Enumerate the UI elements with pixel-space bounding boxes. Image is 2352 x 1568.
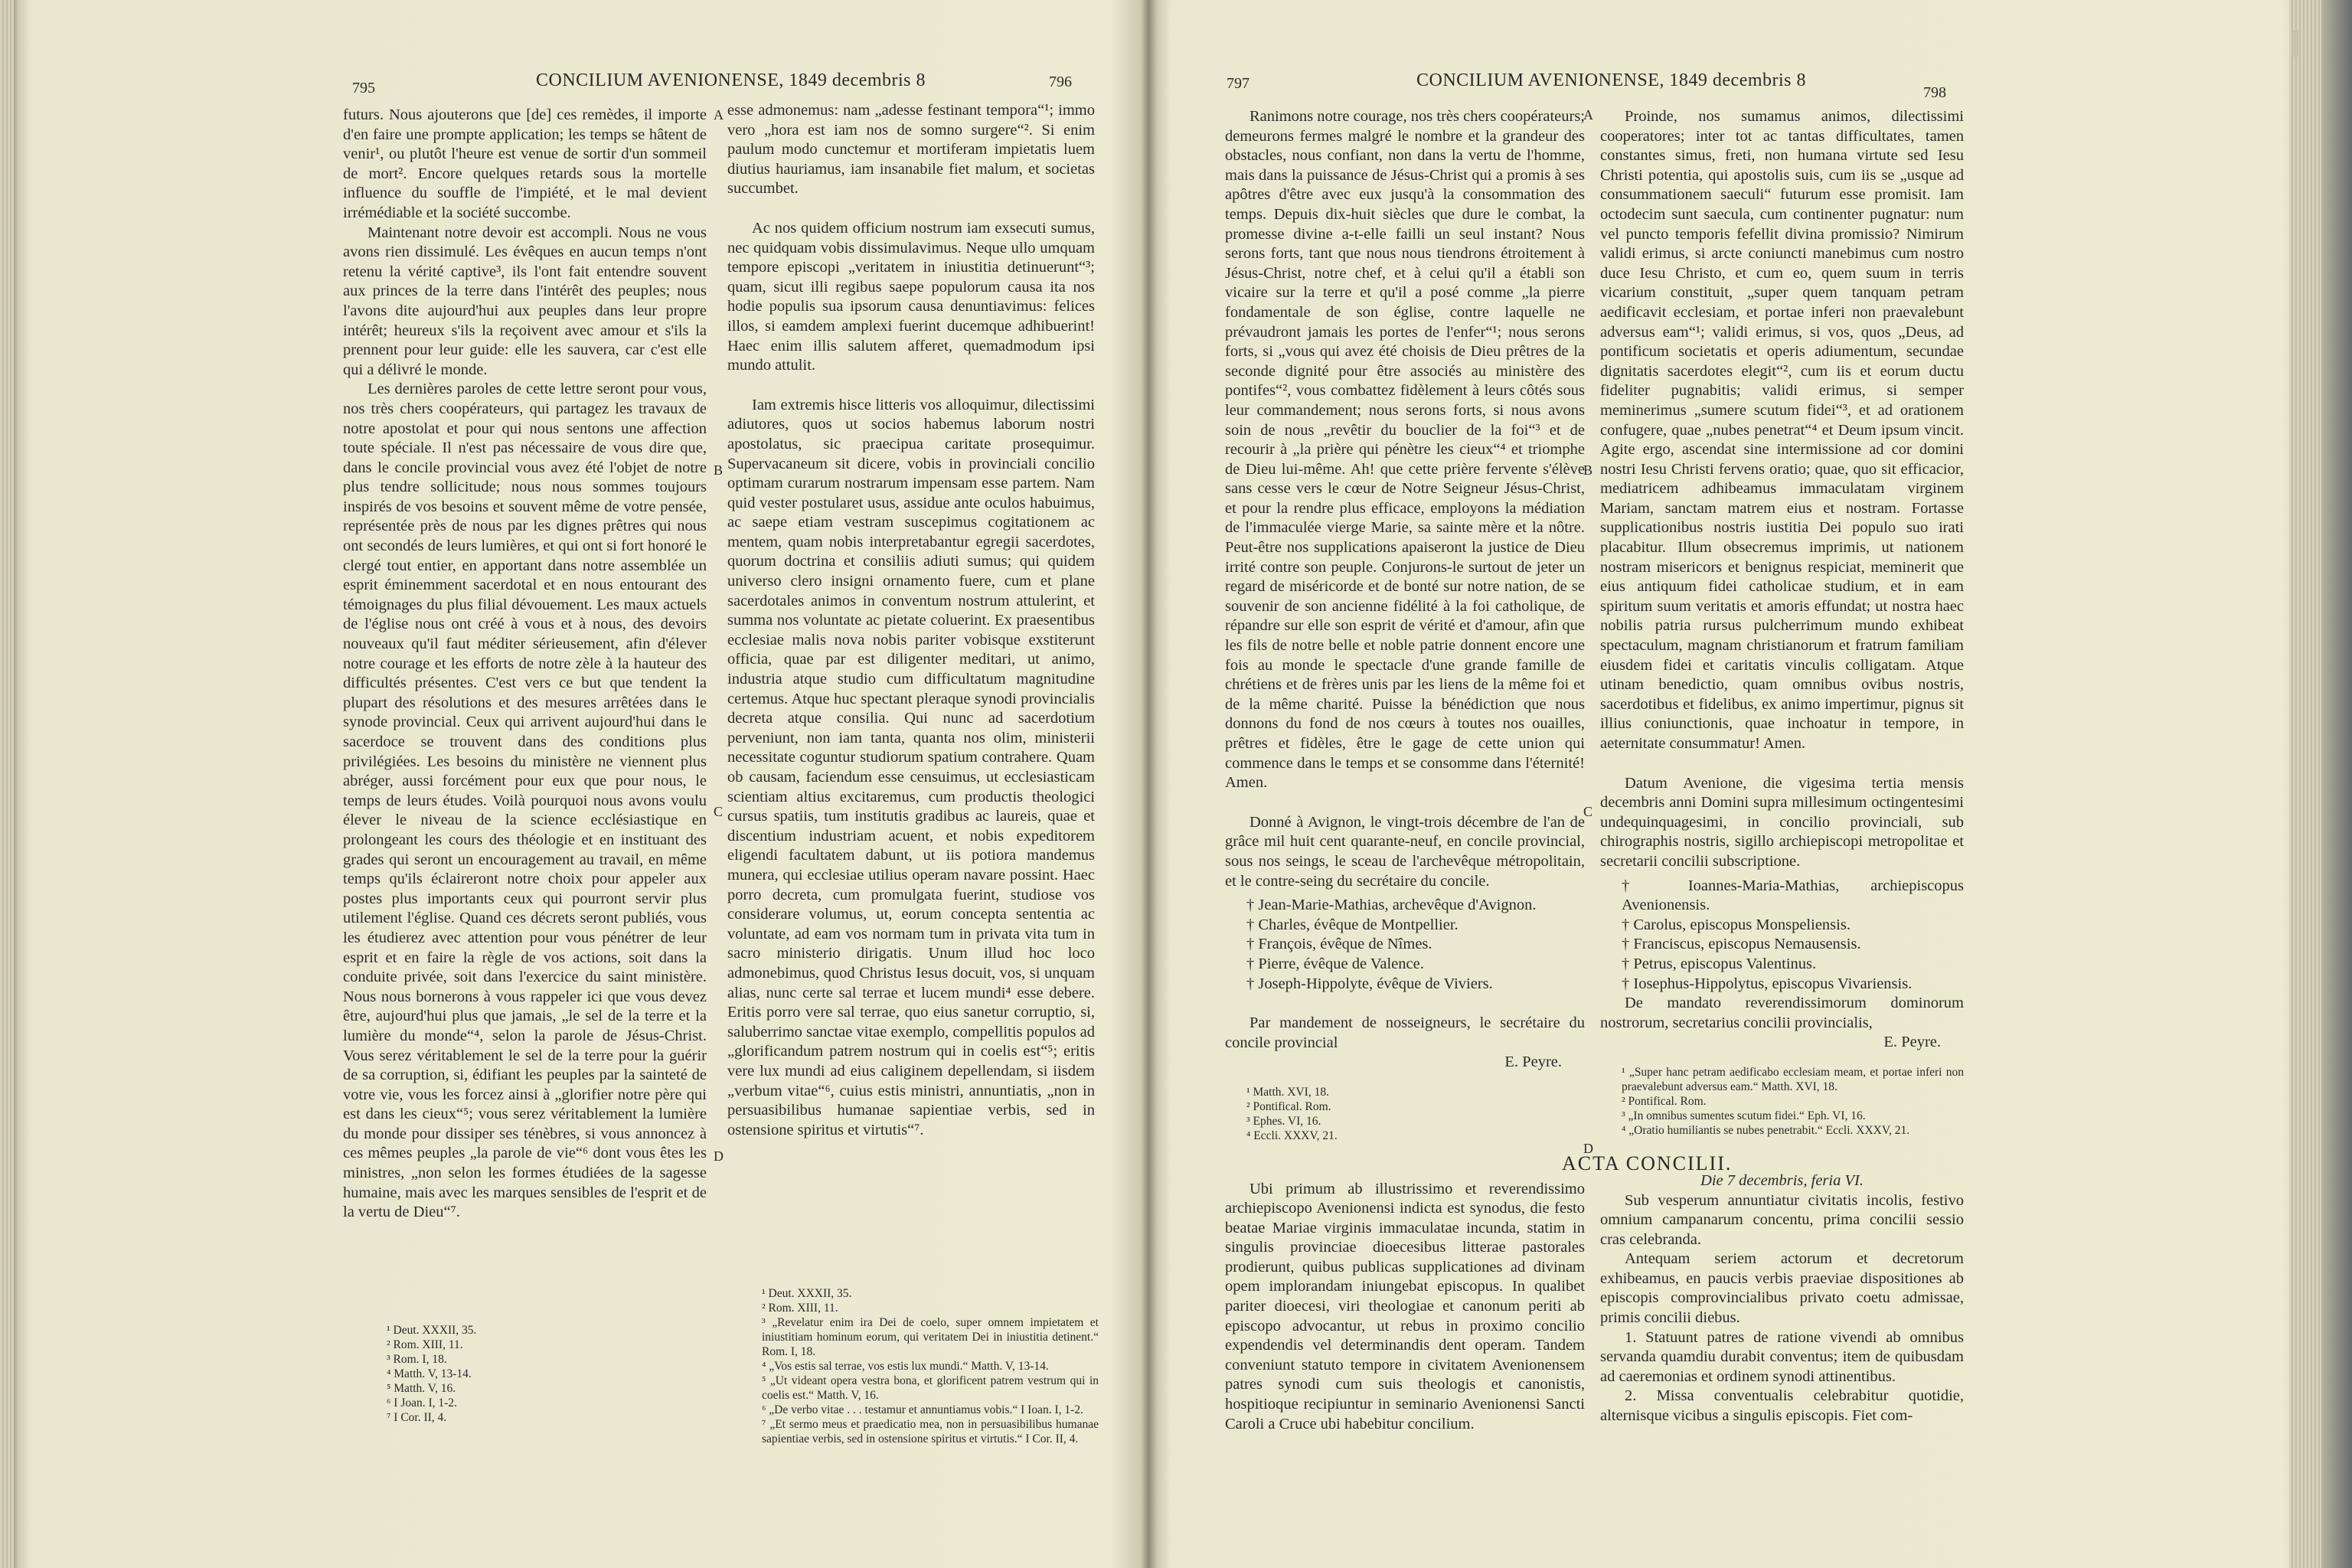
- running-head: CONCILIUM AVENIONENSE, 1849 decembris 8: [536, 70, 926, 90]
- paragraph: Ac nos quidem officium nostrum iam exsecuti sumus, nec quidquam vobis dissimulavimus. Neque ullo umquam tempore episcopi „veritatem in iniustitia detinuerunt“³; quam, sicut illi regibus saepe populorum causa ita nos hodie populis sua ipsorum causa denuntiavimus: felices illos, si eamdem amplexi fuerint ducemque adhibuerint! Haec enim illis salutem afferet, quemadmodum ipsi mundo attulit.: [727, 219, 1095, 374]
- footnote: ⁵ Matth. V, 16.: [387, 1382, 456, 1395]
- acta-title: ACTA CONCILII.: [1562, 1152, 1733, 1174]
- paragraph: futurs. Nous ajouterons que [de] ces remèdes, il importe d'en faire une prompte application; les temps se hâtent de venir¹, ou plutôt l'heure est venue de sortir d'un sommeil de mort². Encore quelques retards sous la mortelle influence du souffle de l'impiété, et le mal devient irrémédiable et la société succombe.: [343, 106, 707, 221]
- footnote: ³ „Revelatur enim ira Dei de coelo, super omnem impietatem et iniustitiam hominum eorum, qui veritatem Dei in iniustitia detinent.“ Rom. I, 18.: [762, 1316, 1099, 1358]
- running-head: CONCILIUM AVENIONENSE, 1849 decembris 8: [1416, 70, 1807, 90]
- latin-column: [727, 101, 1095, 1140]
- acta-date-heading: Die 7 decembris, feria VI.: [1700, 1171, 1864, 1189]
- footnote: ⁴ „Oratio humiliantis se nubes penetrabit.“ Eccli. XXXV, 21.: [1622, 1123, 1910, 1137]
- footnote: ¹ Matth. XVI, 18.: [1246, 1085, 1329, 1099]
- secretary: E. Peyre.: [1883, 1034, 1941, 1051]
- mandate: Par mandement de nosseigneurs, le secrétaire du concile provincial: [1225, 1014, 1585, 1051]
- footnotes: [1225, 1085, 1585, 1143]
- page-number: 796: [1049, 74, 1072, 90]
- footnotes: [1600, 1065, 1964, 1138]
- page-number: 798: [1923, 84, 1946, 101]
- footnote: ² Pontifical. Rom.: [1622, 1094, 1707, 1108]
- paragraph: 2. Missa conventualis celebrabitur quotidie, alternisque vicibus a singulis episcopis. Fiet com-: [1600, 1387, 1964, 1425]
- paragraph: Datum Avenione, die vigesima tertia mensis decembris anni Domini supra millesimum octingentesimi undequinquagesimi, in concilio provinciali, sub chirographis nostris, sigillo archiepiscopi metropolitae et secretarii concilii subscriptione.: [1600, 774, 1964, 870]
- footnotes: [387, 1323, 693, 1425]
- margin-marker: A: [1583, 107, 1593, 122]
- footnote: ¹ „Super hanc petram aedificabo ecclesiam meam, et portae inferi non praevalebunt adversus eam.“ Matth. XVI, 18.: [1622, 1065, 1964, 1093]
- footnote: ³ „In omnibus sumentes scutum fidei.“ Eph. VI, 16.: [1622, 1109, 1866, 1122]
- footnote: ⁴ „Vos estis sal terrae, vos estis lux mundi.“ Matth. V, 13-14.: [762, 1360, 1049, 1373]
- french-column: [343, 106, 707, 1223]
- bookmark-tab: [2292, 31, 2298, 57]
- paragraph: Sub vesperum annuntiatur civitatis incolis, festivo omnium campanarum concentu, prima concilii sessio cras celebranda.: [1600, 1191, 1964, 1248]
- paragraph: 1. Statuunt patres de ratione vivendi ab omnibus servanda quamdiu durabit conventus; item de quibusdam ad caeremonias et ordinem synodi attinentibus.: [1600, 1328, 1964, 1385]
- margin-marker: C: [714, 804, 724, 819]
- paragraph: Ubi primum ab illustrissimo et reverendissimo archiepiscopo Avenionensi indicta est synodus, die festo beatae Mariae virginis immaculatae incunda, statim in singulis provinciae dioecesibus litterae pastorales prodierunt, quibus publicas supplicationes ad divinam opem implorandam iniungebat episcopus. In qualibet pariter dioecesi, viri theologiae et canonum periti ab episcopo advocantur, ut rebus in proximo concilio expendendis vel determinandis dent operam. Tandem conveniunt statuto tempore in civitatem Avenionensem patres synodi cum suis theologis et canonistis, hospitioque recipiuntur in seminario Avenionensi Sancti Caroli a Cruce ubi habebitur concilium.: [1225, 1180, 1585, 1432]
- footnote: ² Pontifical. Rom.: [1246, 1099, 1331, 1113]
- footnotes: [762, 1286, 1099, 1446]
- paragraph: Donné à Avignon, le vingt-trois décembre de l'an de grâce mil huit cent quarante-neuf, en concile provincial, sous nos seings, le sceau de l'archevêque métropolitain, et le contre-seing du secrétaire du concile.: [1225, 813, 1585, 890]
- secretary: E. Peyre.: [1504, 1054, 1562, 1071]
- paragraph: Ranimons notre courage, nos très chers coopérateurs; demeurons fermes malgré le nombre et la grandeur des obstacles, nous confiant, non dans la vertu de l'homme, mais dans la puissance de Jésus-Christ qui a promis à ses apôtres d'être avec eux jusqu'à la consommation des temps. Depuis dix-huit siècles que dure le combat, la promesse divine a-t-elle failli un seul instant? Nous serons forts, tant que nous nous tiendrons étroitement à Jésus-Christ, notre chef, et à celui qu'il a établi son vicaire sur la terre et qu'il a posé comme „la pierre fondamentale de son église, contre laquelle ne prévaudront jamais les portes de l'enfer“¹; nous serons forts, si „vous qui avez été choisis de Dieu prêtres de la seconde dignité pour être associés au ministère des pontifes“², vous combattez fidèlement à leurs côtés sous leur commandement; nous serons forts, si nous avons soin de nous „revêtir du bouclier de la foi“³ et de recourir à „la prière qui pénètre les cieux“⁴ et triomphe de Dieu lui-même. Ah! que cette prière fervente s'élève sans cesse vers le cœur de Notre Seigneur Jésus-Christ, et pour la rendre plus efficace, employons la médiation de l'immaculée vierge Marie, sa sainte mère et la nôtre. Peut-être nos supplications apaiseront la justice de Dieu irrité contre son peuple. Conjurons-le surtout de jeter un regard de miséricorde et de bonté sur notre nation, de se souvenir de son ancienne fidélité à la foi catholique, de répandre sur elle son esprit de vérité et d'amour, afin que les fils de notre belle et noble patrie donnent encore une fois au monde le spectacle d'une grande famille de chrétiens et de frères unis par les liens de la même foi et de la même charité. Puisse la bénédiction que nous donnons du fond de nos cœurs à toutes nos ouailles, prêtres et fidèles, être le gage de cette union qui commence dans le temps et se consomme dans l'éternité! Amen.: [1225, 108, 1585, 792]
- signature: † Iosephus-Hippolytus, episcopus Vivariensis.: [1622, 975, 1913, 992]
- margin-marker: C: [1583, 804, 1593, 819]
- signature: † Jean-Marie-Mathias, archevêque d'Avignon.: [1246, 897, 1537, 914]
- footnote: ³ Ephes. VI, 16.: [1246, 1114, 1321, 1128]
- page-edges-left: [0, 0, 14, 1568]
- page-edges-right: [2289, 0, 2321, 1568]
- paragraph: Antequam seriem actorum et decretorum exhibeamus, en paucis verbis praeviae dispositiones ab episcopis comprovincialibus privato coetu admissae, primis concilii diebus.: [1600, 1250, 1964, 1327]
- margin-marker: B: [714, 462, 724, 478]
- footnote: ⁷ „Et sermo meus et praedicatio mea, non in persuasibilibus humanae sapientiae verbis, sed in ostensione spiritus et virtutis.“ I Cor. II, 4.: [762, 1418, 1099, 1446]
- footnote: ⁶ „De verbo vitae . . . testamur et annuntiamus vobis.“ I Ioan. I, 1-2.: [762, 1403, 1083, 1416]
- signatures: [1225, 896, 1585, 994]
- footnote: ⁶ I Joan. I, 1-2.: [387, 1396, 457, 1410]
- footnote: ⁴ Eccli. XXXV, 21.: [1246, 1129, 1338, 1142]
- footnote: ² Rom. XIII, 11.: [762, 1302, 838, 1315]
- margin-marker: A: [714, 107, 724, 122]
- signature: † Joseph-Hippolyte, évêque de Viviers.: [1246, 975, 1493, 992]
- margin-marker: D: [1583, 1141, 1593, 1156]
- footnote: ³ Rom. I, 18.: [387, 1353, 447, 1366]
- footnote: ⁵ „Ut videant opera vestra bona, et glorificent patrem vestrum qui in coelis est.“ Matth. V, 16.: [762, 1374, 1099, 1402]
- footnote: ⁴ Matth. V, 13-14.: [387, 1367, 472, 1380]
- footnote: ¹ Deut. XXXII, 35.: [387, 1324, 477, 1337]
- paragraph: Proinde, nos sumamus animos, dilectissimi cooperatores; inter tot ac tantas difficultates, tamen constantes simus, freti, non humana virtute sed Iesu Christi potentia, qui apostolis suis, cum iis se „usque ad consummationem saeculi“ futurum esse promisit. Iam octodecim sunt saecula, cum continenter pugnatur: num vel puncto temporis fefellit divina promissio? Nimirum validi erimus, si arcte coniuncti manebimus cum nostro duce Iesu Christo, et cum eo, quem suum in terris vicarium constituit, „super quem tanquam petram aedificavit ecclesiam, et portae inferi non praevalebunt adversus eam“¹; validi erimus, si vos, quos „Deus, ad pontificum societatis et operis adiumentum, secundae dignitatis sacerdotes elegit“², cum iis et eorum ductu fideliter pugnabitis; validi erimus, si semper meminerimus „sumere scutum fidei“³, et ad orationem confugere, quae „nubes penetrat“⁴ et Deum ipsum vincit. Agite ergo, ascendat sine intermissione ad cor domini nostri Iesu Christi fervens oratio; quae, quo sit efficacior, mediatricem adhibeamus immaculatam virginem Mariam, sanctam matrem eius et nostram. Fortasse supplicationibus nostris iustitia Dei populo suo irati placabitur. Illum obsecremus imprimis, ut nationem nostram misericors et benignus respiciat, meminerit que eius antiquum fidei catholicae studium, et in eam spiritum suum veritatis et amoris effundat; ut nostra haec nobilis patria rursus pulcherrimum mundo exhibeat spectaculum, magnam christianorum et fratrum familiam eiusdem fidei et caritatis vinculis colligatam. Atque utinam benedictio, quam omnibus ovibus nostris, sacerdotibus et fidelibus, ex animo impertimur, pignus sit illius coniunctionis, quae inchoatur in tempore, in aeternitate consummatur! Amen.: [1600, 108, 1964, 752]
- signature: † Pierre, évêque de Valence.: [1246, 955, 1424, 972]
- signature: † Ioannes-Maria-Mathias, archiepiscopus Avenionensis.: [1622, 877, 1964, 914]
- paragraph: esse admonemus: nam „adesse festinant tempora“¹; immo vero „hora est iam nos de somno surgere“². Si enim paulum modo cunctemur et mortiferam impietatis luem diutius hauriamus, iam insanabile fiet malum, et societas succumbet.: [727, 102, 1095, 198]
- paragraph: Les dernières paroles de cette lettre seront pour vous, nos très chers coopérateurs, qui partagez les travaux de notre apostolat et pour qui nous sentons une affection toute spéciale. Il n'est pas nécessaire de vous dire que, dans le concile provincial vous avez été l'objet de notre plus tendre sollicitude; nous nous sommes toujours inspirés de vos besoins et souvent même de votre pensée, représentée près de nous par les dignes prêtres qui nous ont secondés de leurs lumières, et qui ont si fort honoré le clergé tout entier, en apportant dans notre assemblée un esprit éminemment sacerdotal et en nous entourant des témoignages du plus filial dévouement. Les maux actuels de l'église nous ont créé à vous et à nous, des devoirs nouveaux qu'il faut méditer sérieusement, afin d'élever notre courage et les efforts de notre zèle à la hauteur des difficultés présentes. C'est vers ce but que tendent la plupart des résolutions et des mesures arrêtées dans le synode provincial. Ceux qui arrivent aujourd'hui dans le sacerdoce se trouvent dans des conditions plus privilégiées. Les besoins du ministère ne viennent plus abréger, aussi forcément pour eux que pour nous, le temps de leurs études. Voilà pourquoi nous avons voulu élever le niveau de la science ecclésiastique en prolongeant les cours des théologie et en instituant des grades qui seront un encouragement au travail, en même temps qu'ils éclaireront notre choix pour appeler aux postes plus importants ceux qui pourront servir plus utilement l'église. Quand ces décrets seront publiés, vous les étudierez avec attention pour vous pénétrer de leur esprit et en faire la règle de vos actions, soit dans la conduite privée, soit dans l'exercice du saint ministère. Nous nous bornerons à vous rappeler ici que vous devez être, aujourd'hui plus que jamais, „le sel de la terre et la lumière du monde“⁴, selon la parole de Jésus-Christ. Vous serez véritablement le sel de la terre pour la guérir de sa corruption, si, édifiant les peuples par la sainteté de votre vie, vous les forcez ainsi à „glorifier notre père qui est dans les cieux“⁵; vous serez véritablement la lumière du monde pour dissiper ses ténèbres, si vous annoncez à ces mêmes peuples „la parole de vie“⁶ dont vous êtes les ministres, „non selon les formes étudiées de la sagesse humaine, mais avec les marques sensibles de l'esprit et de la vertu de Dieu“⁷.: [343, 381, 707, 1221]
- signatures: [1600, 877, 1964, 995]
- footnote: ⁷ I Cor. II, 4.: [387, 1411, 447, 1424]
- latin-column: [1600, 107, 1964, 1426]
- page-number: 797: [1227, 75, 1250, 92]
- margin-marker: B: [1583, 462, 1593, 478]
- margin-marker: D: [714, 1148, 724, 1164]
- paragraph: Maintenant notre devoir est accompli. Nous ne vous avons rien dissimulé. Les évêques en aucun temps n'ont retenu la vérité captive³, ils l'ont fait entendre souvent aux princes de la terre dans l'intérêt des peuples; nous l'avons dite aujourd'hui aux peuples dans leur propre intérêt; heureux s'ils la reçoivent avec amour et s'ils la prennent pour leur guide: elle les sauvera, car c'est elle qui a délivré le monde.: [343, 224, 707, 378]
- signature: † François, évêque de Nîmes.: [1246, 936, 1432, 953]
- signature: † Charles, évêque de Montpellier.: [1246, 916, 1459, 933]
- signature: † Franciscus, episcopus Nemausensis.: [1622, 936, 1861, 953]
- signature: † Carolus, episcopus Monspeliensis.: [1622, 916, 1851, 933]
- footnote: ¹ Deut. XXXII, 35.: [762, 1287, 852, 1300]
- page-number: 795: [352, 80, 375, 96]
- paragraph: Iam extremis hisce litteris vos alloquimur, dilectissimi adiutores, quos ut socios habemus laborum nostri apostolatus, sic praecipua caritate prosequimur. Supervacaneum sit dicere, vobis in provinciali concilio optimam curarum nostrarum impensam esse partem. Nam quid vester postularet usus, assidue ante oculos habuimus, ac saepe etiam vestram suscepimus cogitationem ac mentem, quam nobis interpretabantur egregii sacerdotes, quorum doctrina et consiliis adiuti sumus; qui quidem universo clero insigni ornamento fuere, cum et plane sacerdotales animos in conventum nostrum attulerint, et summa nos voluntate ac pietate coluerint. Ex praesentibus ecclesiae malis nova nobis pariter vobisque exstiterunt officia, quae par est diligenter meditari, ut animo, industria atque studio cum difficultatum magnitudine certemus. Atque huc spectant pleraque synodi provincialis decreta atque consilia. Qui nunc ad sacerdotium perveniunt, non iam tanta, quanta nos olim, ministerii necessitate coguntur studiorum spatium contrahere. Quam ob causam, faciendum esse censuimus, ut ecclesiasticam scientiam altius excitaremus, cum productis theologici cursus spatiis, tum institutis gradibus ac laureis, quae et discentium industriam acuent, et nobis expeditorem eligendi facultatem dabunt, ut iis potiora mandemus munera, qui ecclesiae utilius operam navare possint. Haec porro decreta, cum promulgata fuerint, studiose vos considerare volumus, ut, eorum concepta sententia ac voluntate, ad eam vos normam tum in privata vita tum in sacro ministerio dirigatis. Unum illud hoc loco admonebimus, quod Christus Iesus docuit, vos, si unquam alias, nunc certe sal terrae et lucem mundi⁴ esse debere. Eritis porro vere sal terrae, quo eius sanetur corruptio, si, saluberrimo sanctae vitae exemplo, compellitis populos ad „glorificandum patrem nostrum qui in coelis est“⁵; eritis vere lux mundi ad eius caliginem depellendam, si iisdem „verbum vitae“⁶, cuius estis ministri, annuntiatis, „non in persuasibilibus humanae sapientiae verbis, sed in ostensione spiritus et virtutis“⁷.: [727, 396, 1095, 1138]
- signature: † Petrus, episcopus Valentinus.: [1622, 955, 1817, 972]
- mandate: De mandato reverendissimorum dominorum nostrorum, secretarius concilii provincialis,: [1600, 995, 1964, 1031]
- footnote: ² Rom. XIII, 11.: [387, 1338, 463, 1351]
